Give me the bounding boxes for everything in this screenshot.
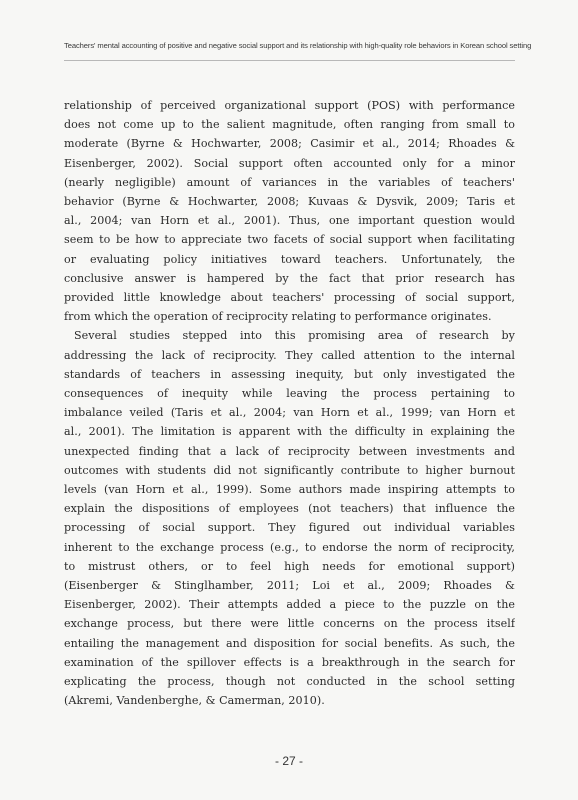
paragraph-2 <box>64 326 515 710</box>
text-line: does not come up to the salient magnitude, often ranging from small to <box>64 118 515 132</box>
text-line: or evaluating policy initiatives toward teachers. Unfortunately, the <box>64 252 515 266</box>
text-line: explain the dispositions of employees (not teachers) that influence the <box>64 502 515 516</box>
text-line: levels (van Horn et al., 1999). Some authors made inspiring attempts to <box>64 483 515 497</box>
header-rule <box>64 60 515 61</box>
text-line: seem to be how to appreciate two facets of social support when facilitating <box>64 233 515 247</box>
text-line: from which the operation of reciprocity relating to performance originates. <box>64 310 492 324</box>
text-line: Eisenberger, 2002). Social support often accounted only for a minor <box>64 156 515 170</box>
text-line: (Akremi, Vandenberghe, & Camerman, 2010). <box>64 694 325 708</box>
text-line: exchange process, but there were little concerns on the process itself <box>64 617 515 631</box>
text-line: al., 2004; van Horn et al., 2001). Thus, one important question would <box>64 214 515 228</box>
text-line: imbalance veiled (Taris et al., 2004; van Horn et al., 1999; van Horn et <box>64 406 515 420</box>
text-line: Several studies stepped into this promising area of research by <box>74 329 515 343</box>
text-line: consequences of inequity while leaving the process pertaining to <box>64 387 515 401</box>
text-line: (Eisenberger & Stinglhamber, 2011; Loi et al., 2009; Rhoades & <box>64 579 515 593</box>
text-line: entailing the management and disposition for social benefits. As such, the <box>64 636 515 650</box>
text-line: provided little knowledge about teachers' processing of social support, <box>64 291 515 305</box>
paragraph-1 <box>64 96 515 326</box>
text-line: conclusive answer is hampered by the fact that prior research has <box>64 271 515 285</box>
text-line: inherent to the exchange process (e.g., to endorse the norm of reciprocity, <box>64 540 515 554</box>
body-text <box>64 96 515 711</box>
text-line: (nearly negligible) amount of variances in the variables of teachers' <box>64 175 515 189</box>
text-line: examination of the spillover effects is a breakthrough in the search for <box>64 655 515 669</box>
page-number: - 27 - <box>274 754 303 768</box>
text-line: relationship of perceived organizational support (POS) with performance <box>64 99 515 112</box>
text-line: explicating the process, though not conducted in the school setting <box>64 675 515 689</box>
text-line: behavior (Byrne & Hochwarter, 2008; Kuvaas & Dysvik, 2009; Taris et <box>64 195 515 209</box>
text-line: Eisenberger, 2002). Their attempts added a piece to the puzzle on the <box>64 598 515 612</box>
text-line: standards of teachers in assessing inequity, but only investigated the <box>64 367 515 381</box>
text-line: processing of social support. They figured out individual variables <box>64 521 515 535</box>
text-line: addressing the lack of reciprocity. They called attention to the internal <box>64 348 515 362</box>
text-line: outcomes with students did not significantly contribute to higher burnout <box>64 463 515 477</box>
text-line: moderate (Byrne & Hochwarter, 2008; Casimir et al., 2014; Rhoades & <box>64 137 515 151</box>
text-line: unexpected finding that a lack of reciprocity between investments and <box>64 444 515 458</box>
running-header: Teachers' mental accounting of positive and negative social support and its relationship with high-quality role behaviors in Korean school setting <box>64 41 532 50</box>
text-line: to mistrust others, or to feel high needs for emotional support) <box>64 559 515 573</box>
text-line: al., 2001). The limitation is apparent with the difficulty in explaining the <box>64 425 515 439</box>
